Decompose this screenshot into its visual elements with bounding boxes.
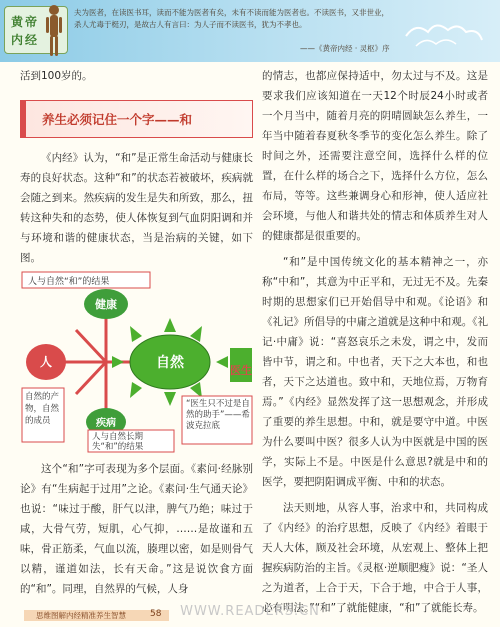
health-label: 健康: [95, 298, 117, 311]
badge-line2: 内经: [11, 33, 40, 47]
left-column: [20, 66, 253, 599]
right-column: [262, 66, 488, 618]
lead-line: 活到100岁的。: [20, 70, 93, 82]
acupuncture-figure-icon: [44, 4, 64, 58]
section-heading-box: [20, 100, 253, 138]
nature-label: 自然: [156, 355, 184, 371]
page-header: [0, 0, 500, 62]
right-paragraph-1: 的情志，也都应保持适中，勿太过与不及。这是要求我们应该知道在一天12个时辰24小时或者一个月当中，随着月亮的阴晴圆缺怎么养生，一年当中随着春夏秋冬季节的变化怎么养生。除了时间之外，还需要注意空间，选择什么样的位置，在什么样的场合之下，选择什么方位，怎么布局，等等。这些兼调身心和形神，使人适应社会环境，与他人和谐共处的情志和体质养生对人的健康都是很重要的。: [262, 70, 488, 242]
disease-label: 疾病: [96, 418, 116, 429]
human-label: 人: [39, 355, 53, 369]
header-quote: 夫为医者，在读医书耳，读而不能为医者有矣，未有不读而能为医者也。不读医书，又非世业，杀人尤毒于梃刃，是故古人有言曰：为人子而不读医书，犹为不孝也。: [74, 8, 389, 29]
badge-line1: 黄帝: [11, 15, 40, 29]
right-note: “医生只不过是自然的助手”——希波克拉底: [186, 399, 250, 431]
harmony-diagram: [20, 270, 253, 453]
page-number: 58: [150, 609, 162, 619]
header-quote-source: ——《黄帝内经 · 灵枢》序: [300, 44, 390, 53]
section-title: 养生必须记住一个字——和: [42, 112, 193, 127]
site-watermark: WWW.READERS.CN: [180, 604, 320, 619]
left-paragraph-1: 《内经》认为，“和”是正常生命活动与健康长寿的良好状态。这种“和”的状态若被破坏，疾病就会随之到来。然疾病的发生是失和所致，那么，扭转这种失和的态势，使人体恢复到气血阴阳调和并与环境和谐的健康状态，当是治病的关键，如下图。: [20, 152, 253, 264]
cloud-ornament-icon: [396, 6, 496, 56]
doctor-label: 医生: [230, 364, 252, 377]
diagram-arrows: [56, 312, 142, 418]
bottom-note: 人与自然长期失“和”的结果: [92, 432, 144, 452]
footer-book-title: 思维图解内经精准养生智慧: [36, 611, 126, 620]
right-paragraph-2: “和”是中国传统文化的基本精神之一，亦称“中和”，其意为中正平和，无过无不及。先秦时期的思想家们已开始倡导中和观。《论语》和《礼记》所倡导的中庸之道就是这种中和观。《礼记·中庸》说：“喜怒哀乐之未发，谓之中，发而皆中节，谓之和。中也者，天下之大本也，和也者，天下之达道也。致中和，天地位焉，万物育焉。”《内经》显然发挥了这一思想观念，并形成了重要的养生思想。中和，就是要守中道。中医为什么要叫中医？很多人认为中医就是中国的医学，实际上不是。中医是什么意思?就是中和的医学，要把阴阳调成平衡、中和的状态。: [262, 256, 488, 488]
diagram-title: 人与自然“和”的结果: [28, 277, 110, 287]
right-paragraph-3: 法天则地，从容人事，治求中和，共同构成了《内经》的治疗思想，反映了《内经》着眼于天人大体，顾及社会环境，从宏观上、整体上把握疾病防治的主旨。《灵枢·逆顺肥瘦》说：“圣人之为道者，上合于天，下合于地，中合于人事，必有明法。”“和”了就能健康，“和”了就能长寿。: [262, 502, 488, 614]
left-paragraph-2: 这个“和”字可表现为多个层面。《素问·经脉别论》有“生病起于过用”之论。《素问·生气通天论》也说：“味过于酸，肝气以津，脾气乃绝；味过于咸，大骨气劳，短肌，心气抑，……是故谨和五味，骨正筋柔，气血以流，腠理以密，如是则骨气以精，谨道如法，长有天命。”这是说饮食方面的“和”。同理，自然界的气候，人身: [20, 463, 253, 595]
left-note: 自然的产物，自然的成员: [25, 392, 60, 426]
